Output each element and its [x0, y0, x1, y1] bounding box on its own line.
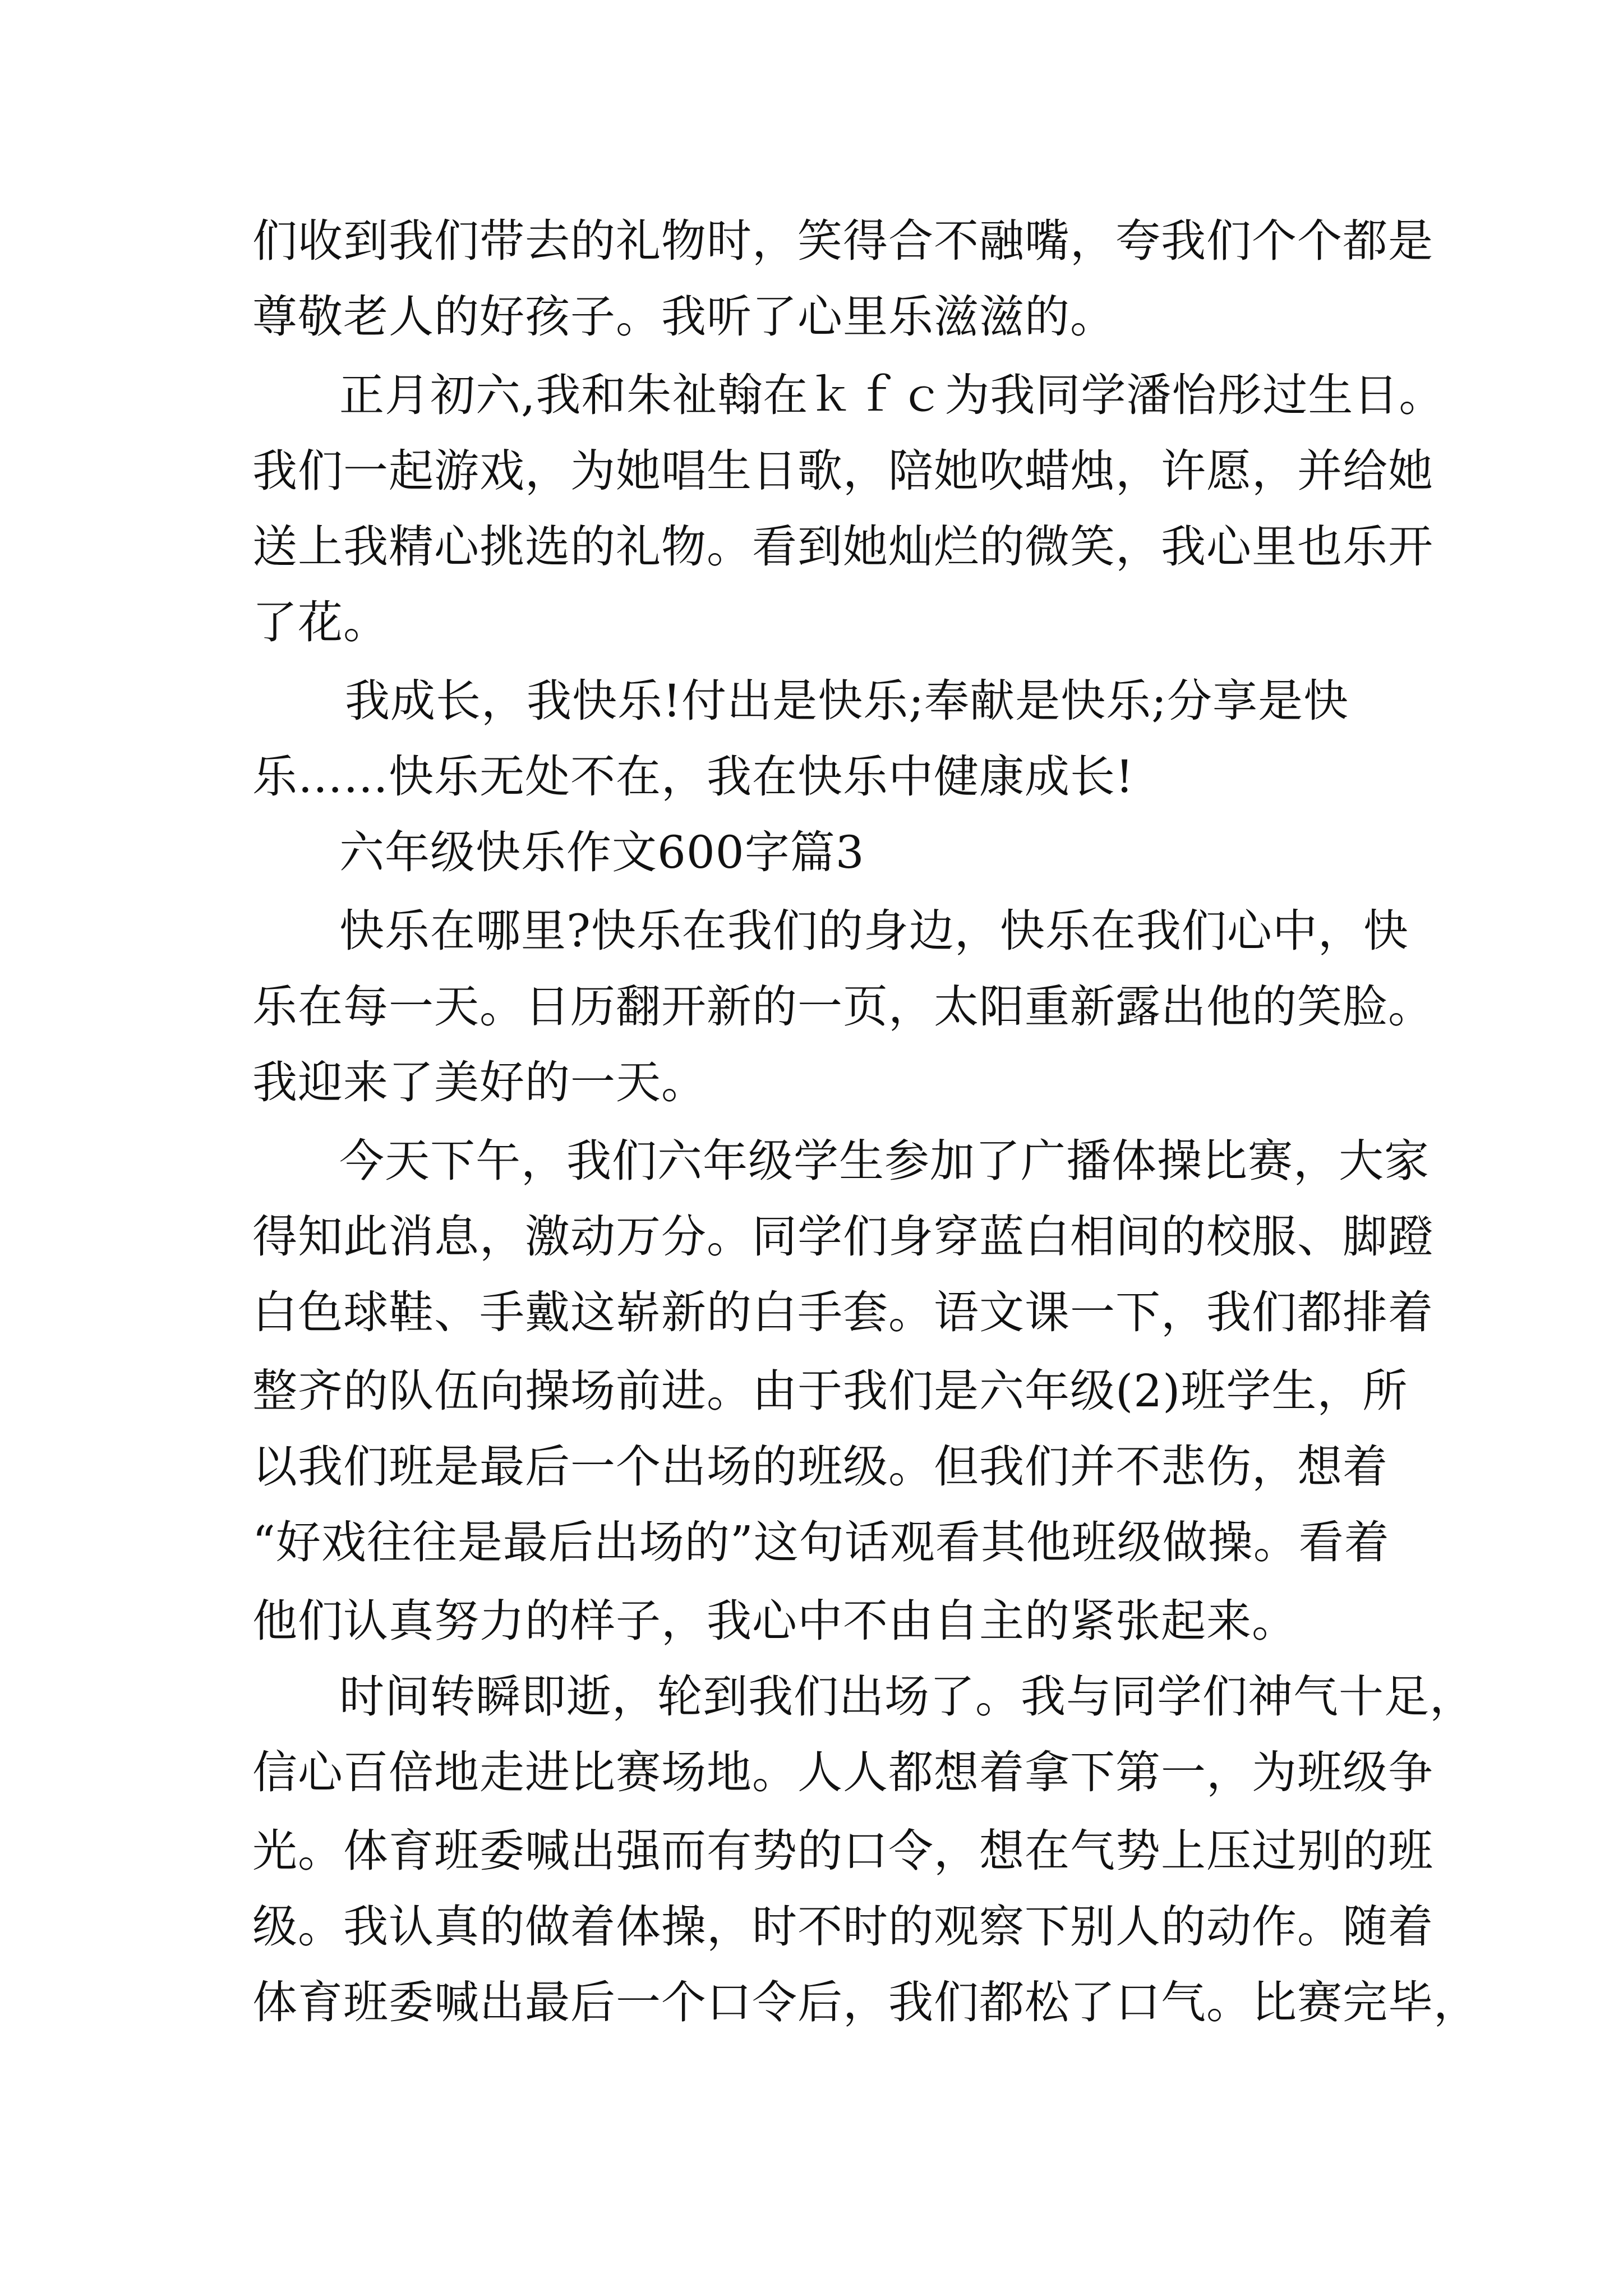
- text-line: 以我们班是最后一个出场的班级。但我们并不悲伤，想着: [252, 1441, 1388, 1493]
- text-line: 我们一起游戏，为她唱生日歌，陪她吹蜡烛，许愿，并给她: [252, 445, 1433, 497]
- text-line: 我成长，我快乐!付出是快乐;奉献是快乐;分享是快: [345, 675, 1349, 727]
- text-line: 尊敬老人的好孩子。我听了心里乐滋滋的。: [252, 291, 1115, 343]
- section-heading: 六年级快乐作文600字篇3: [339, 826, 865, 878]
- text-line: 快乐在哪里?快乐在我们的身边，快乐在我们心中，快: [339, 905, 1409, 957]
- text-line: 我迎来了美好的一天。: [252, 1056, 707, 1108]
- text-line: 他们认真努力的样子，我心中不由自主的紧张起来。: [252, 1595, 1297, 1647]
- text-line: 今天下午，我们六年级学生参加了广播体操比赛，大家: [339, 1135, 1430, 1187]
- text-line: 信心百倍地走进比赛场地。人人都想着拿下第一，为班级争: [252, 1746, 1433, 1798]
- text-line: 正月初六,我和朱祉翰在ｋｆｃ为我同学潘怡彤过生日。: [339, 369, 1445, 421]
- text-line: 送上我精心挑选的礼物。看到她灿烂的微笑，我心里也乐开: [252, 521, 1433, 573]
- text-line: 乐……快乐无处不在，我在快乐中健康成长!: [252, 751, 1135, 803]
- text-line: “好戏往往是最后出场的”这句话观看其他班级做操。看着: [252, 1516, 1390, 1568]
- text-line: 体育班委喊出最后一个口令后，我们都松了口气。比赛完毕，: [252, 1976, 1479, 2028]
- text-line: 整齐的队伍向操场前进。由于我们是六年级(2)班学生，所: [252, 1365, 1408, 1417]
- text-line: 们收到我们带去的礼物时，笑得合不融嘴，夸我们个个都是: [252, 215, 1433, 267]
- text-line: 时间转瞬即逝，轮到我们出场了。我与同学们神气十足，: [339, 1671, 1475, 1723]
- text-line: 白色球鞋、手戴这崭新的白手套。语文课一下，我们都排着: [252, 1286, 1433, 1338]
- text-line: 光。体育班委喊出强而有势的口令，想在气势上压过别的班: [252, 1825, 1433, 1877]
- text-line: 乐在每一天。日历翻开新的一页，太阳重新露出他的笑脸。: [252, 981, 1433, 1033]
- text-line: 级。我认真的做着体操，时不时的观察下别人的动作。随着: [252, 1901, 1433, 1953]
- text-line: 得知此消息，激动万分。同学们身穿蓝白相间的校服、脚蹬: [252, 1211, 1433, 1263]
- text-line: 了花。: [252, 596, 389, 648]
